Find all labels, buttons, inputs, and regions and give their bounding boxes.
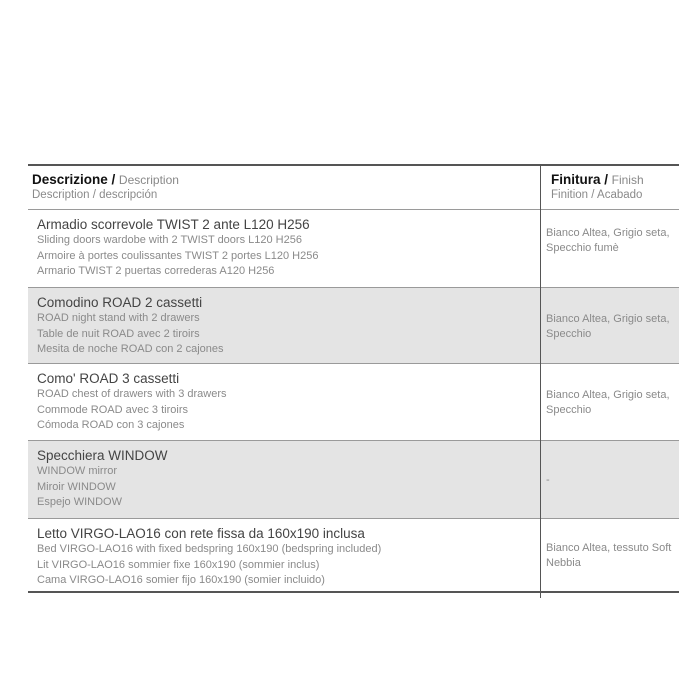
row-finish: - [546,474,550,486]
row-title: Armadio scorrevole TWIST 2 ante L120 H256 [37,217,310,232]
row-fr: Miroir WINDOW [37,480,116,493]
header-desc-en: Description [118,173,179,187]
row-fr: Armoire à portes coulissantes TWIST 2 portes L120 H256 [37,249,319,262]
column-divider [540,164,541,598]
row-title: Como' ROAD 3 cassetti [37,371,180,386]
row-finish: Bianco Altea, Grigio seta, Specchio [546,389,670,416]
table-header [28,166,679,210]
row-title: Specchiera WINDOW [37,448,168,463]
row-es: Espejo WINDOW [37,496,122,508]
row-es: Cómoda ROAD con 3 cajones [37,419,185,431]
row-title: Letto VIRGO-LAO16 con rete fissa da 160x190 inclusa [37,526,365,541]
table-row [28,363,679,440]
row-description [37,525,537,589]
header-description [32,172,179,202]
table-row [28,440,679,518]
row-en: Bed VIRGO-LAO16 with fixed bedspring 160x190 (bedspring included) [37,543,382,555]
row-finish: Bianco Altea, Grigio seta, Specchio fumè [546,227,670,254]
row-description [37,370,537,434]
header-desc-fr-es: Description / descripción [32,189,158,201]
row-fr: Commode ROAD avec 3 tiroirs [37,403,188,416]
row-en: Sliding doors wardobe with 2 TWIST doors L120 H256 [37,234,302,246]
row-es: Cama VIRGO-LAO16 somier fijo 160x190 (somier incluido) [37,574,325,586]
table-row [28,209,679,287]
row-en: ROAD night stand with 2 drawers [37,312,200,324]
row-fr: Lit VIRGO-LAO16 sommier fixe 160x190 (sommier inclus) [37,558,320,571]
table-bottom-rule [28,591,679,593]
table-row [28,287,679,363]
row-en: WINDOW mirror [37,465,118,477]
table-row [28,518,679,591]
row-en: ROAD chest of drawers with 3 drawers [37,388,227,400]
header-fin-it: Finitura / [551,172,608,187]
row-description [37,447,537,511]
header-fin-en: Finish [611,173,644,187]
row-finish: Bianco Altea, Grigio seta, Specchio [546,313,670,340]
header-fin-fr-es: Finition / Acabado [551,189,643,201]
header-finish [551,172,644,202]
table-body [28,209,679,591]
row-description [37,216,537,280]
row-es: Mesita de noche ROAD con 2 cajones [37,343,224,355]
header-desc-it: Descrizione / [32,172,116,187]
row-finish: Bianco Altea, tessuto Soft Nebbia [546,542,672,569]
row-title: Comodino ROAD 2 cassetti [37,295,203,310]
row-description [37,294,537,358]
row-fr: Table de nuit ROAD avec 2 tiroirs [37,327,200,340]
row-es: Armario TWIST 2 puertas correderas A120 H256 [37,265,275,277]
